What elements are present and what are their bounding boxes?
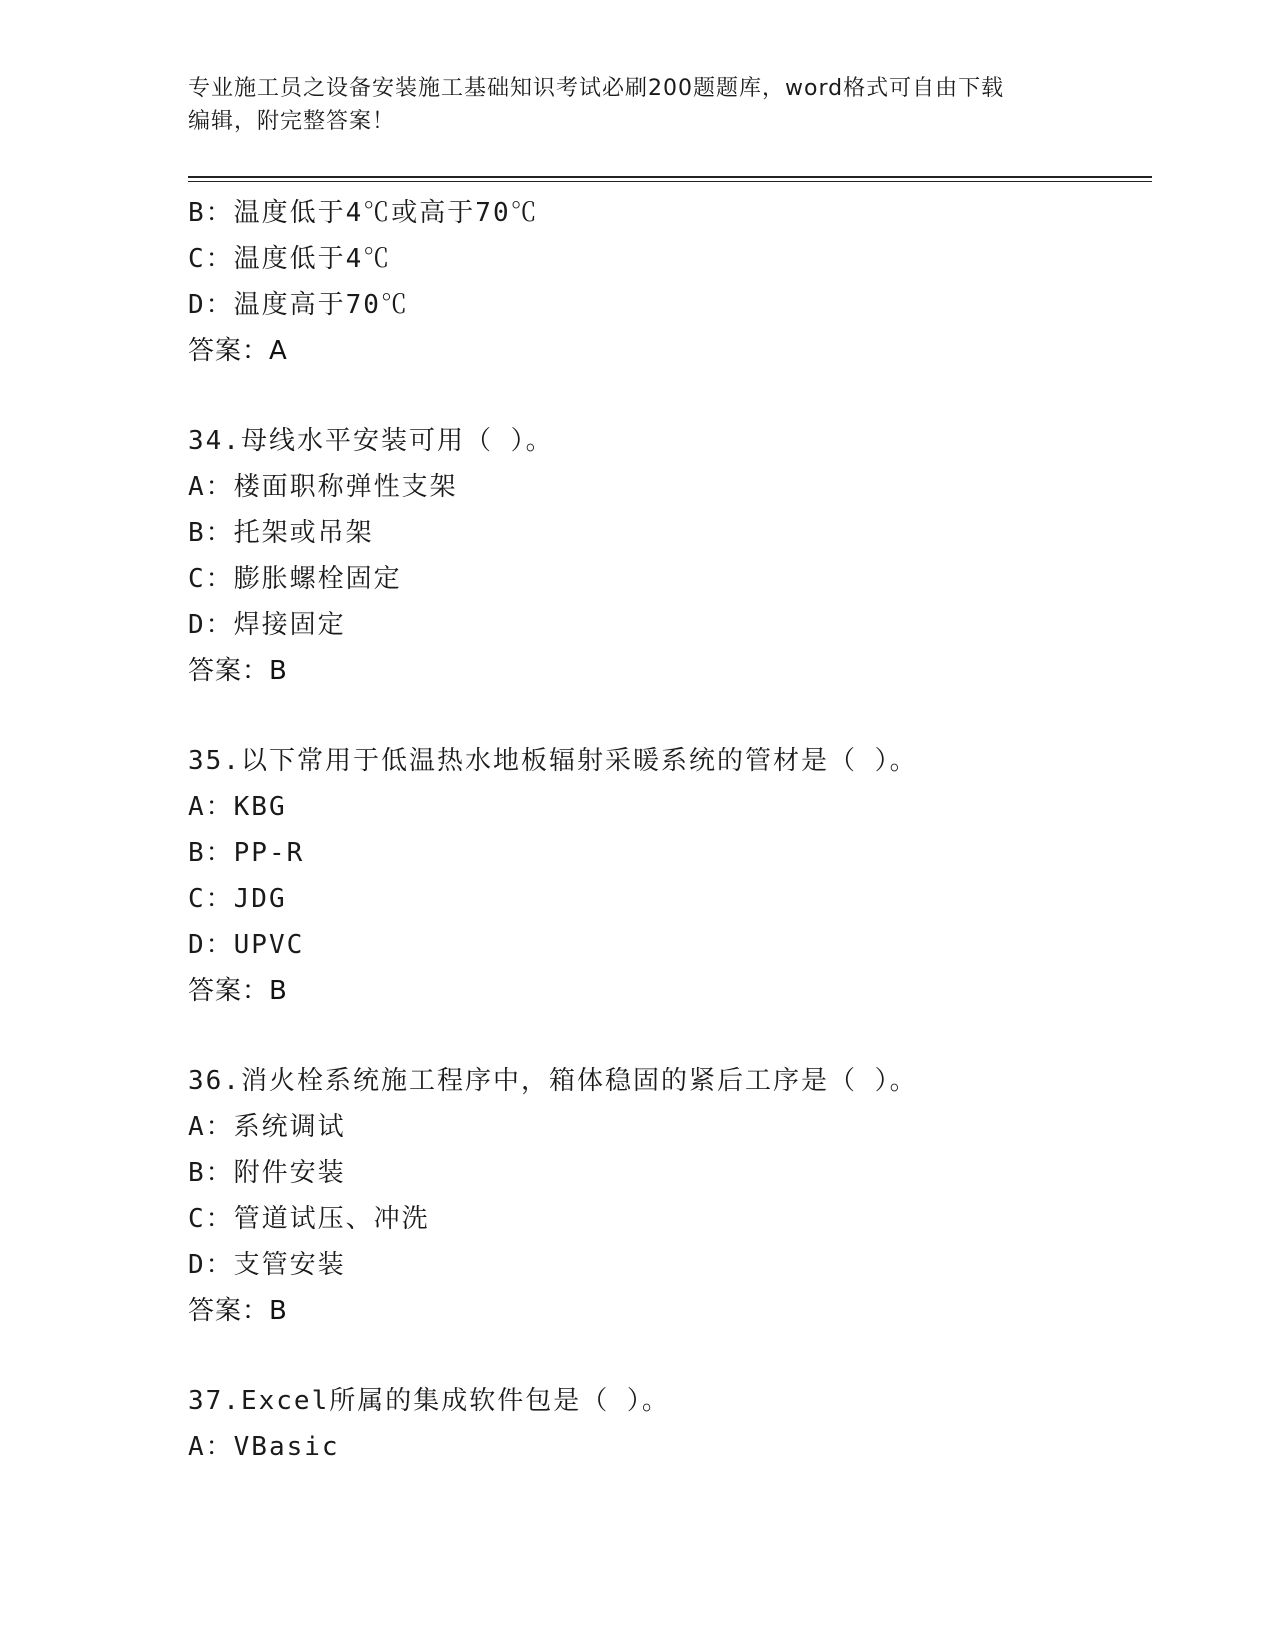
question-stem: 34.母线水平安装可用（ ）。 <box>188 426 554 456</box>
option-d <box>188 602 1148 648</box>
question-35 <box>188 738 1148 1014</box>
question-33-continued <box>188 190 1148 374</box>
header-line-2: 编辑，附完整答案！ <box>188 109 396 134</box>
option-key: A： <box>188 472 234 502</box>
option-d <box>188 282 1148 328</box>
option-c <box>188 556 1148 602</box>
option-b <box>188 830 1148 876</box>
question-stem: 35.以下常用于低温热水地板辐射采暖系统的管材是（ ）。 <box>188 746 918 776</box>
question-list <box>188 190 1148 1470</box>
option-key: D： <box>188 1250 234 1280</box>
header-divider-thin <box>188 181 1152 182</box>
option-text: VBasic <box>233 1432 340 1462</box>
option-text: JDG <box>233 884 287 914</box>
header-line-1: 专业施工员之设备安装施工基础知识考试必刷200题题库，word格式可自由下载 <box>188 76 1005 101</box>
option-d <box>188 1242 1148 1288</box>
option-text: 膨胀螺栓固定 <box>233 564 402 594</box>
option-key: C： <box>188 244 234 274</box>
answer-line: 答案：B <box>188 656 288 686</box>
option-key: C： <box>188 1204 234 1234</box>
option-text: 支管安装 <box>233 1250 346 1280</box>
question-34 <box>188 418 1148 694</box>
option-d <box>188 922 1148 968</box>
option-key: C： <box>188 884 234 914</box>
option-key: D： <box>188 290 234 320</box>
answer-line: 答案：B <box>188 976 288 1006</box>
option-c <box>188 876 1148 922</box>
option-text: 焊接固定 <box>233 610 346 640</box>
option-text: 系统调试 <box>233 1112 346 1142</box>
option-a <box>188 1424 1148 1470</box>
question-stem: 36.消火栓系统施工程序中，箱体稳固的紧后工序是（ ）。 <box>188 1066 918 1096</box>
option-key: B： <box>188 838 234 868</box>
option-text: 楼面职称弹性支架 <box>233 472 458 502</box>
header-divider-thick <box>188 176 1152 178</box>
option-text: 温度低于4℃ <box>233 244 392 274</box>
option-text: 管道试压、冲洗 <box>233 1204 430 1234</box>
option-text: 温度高于70℃ <box>233 290 409 320</box>
option-key: A： <box>188 1432 234 1462</box>
question-36 <box>188 1058 1148 1334</box>
option-text: 托架或吊架 <box>233 518 374 548</box>
option-text: KBG <box>233 792 287 822</box>
option-key: D： <box>188 610 234 640</box>
option-key: B： <box>188 198 234 228</box>
option-key: A： <box>188 1112 234 1142</box>
option-text: 附件安装 <box>233 1158 346 1188</box>
option-key: A： <box>188 792 234 822</box>
option-text: UPVC <box>233 930 305 960</box>
option-a <box>188 464 1148 510</box>
option-b <box>188 190 1148 236</box>
answer-line: 答案：B <box>188 1296 288 1326</box>
option-b <box>188 510 1148 556</box>
answer-line: 答案：A <box>188 336 288 366</box>
option-key: B： <box>188 1158 234 1188</box>
document-header <box>188 72 1088 138</box>
option-key: C： <box>188 564 234 594</box>
question-37 <box>188 1378 1148 1470</box>
option-a <box>188 784 1148 830</box>
option-key: D： <box>188 930 234 960</box>
option-key: B： <box>188 518 234 548</box>
option-text: 温度低于4℃或高于70℃ <box>233 198 539 228</box>
option-b <box>188 1150 1148 1196</box>
option-text: PP-R <box>233 838 305 868</box>
option-a <box>188 1104 1148 1150</box>
option-c <box>188 1196 1148 1242</box>
option-c <box>188 236 1148 282</box>
question-stem: 37.Excel所属的集成软件包是（ ）。 <box>188 1386 670 1416</box>
